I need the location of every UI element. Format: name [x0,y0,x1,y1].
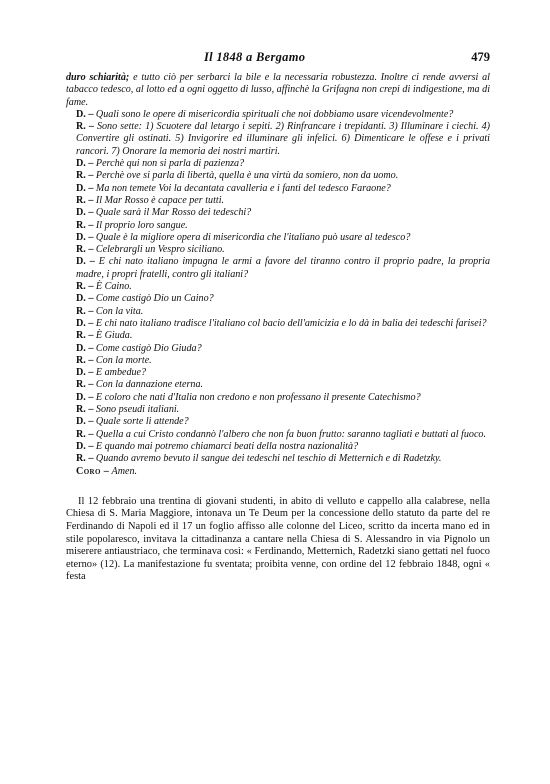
line-text: Quale sarà il Mar Rosso dei tedeschi? [93,207,252,219]
dialogue-lines [66,109,490,466]
line-text: Con la vita. [93,305,144,317]
dialogue-opening [66,72,490,109]
dialogue-line [66,318,490,330]
dialogue-line [66,343,490,355]
line-text: E chi nato italiano tradisce l'italiano col bacio dell'amicizia e lo dà in balia dei tedeschi farisei? [93,317,487,329]
speaker-label: R. – [76,379,94,391]
line-text: Perchè ove si parla di libertà, quella è una virtù da somiero, non da uomo. [93,170,399,182]
line-text: Come castigò Dio Giuda? [93,342,202,354]
dialogue-line [66,281,490,293]
speaker-label: D. – [76,158,94,170]
line-text: Sono pseudi italiani. [93,404,180,416]
dialogue-line [66,392,490,404]
line-text: Quale sorte li attende? [93,416,189,428]
speaker-label: D. – [76,256,95,268]
speaker-label: R. – [76,404,94,416]
page-number: 479 [471,50,490,64]
running-head [66,50,490,66]
line-text: È Caino. [93,281,132,293]
dialogue-line [66,367,490,379]
line-text: Quella a cui Cristo condannò l'albero che non fa buon frutto: saranno tagliati e buttati al fuoco. [93,428,487,440]
line-text: Come castigò Dio un Caino? [93,293,214,305]
speaker-label: D. – [76,108,94,120]
dialogue-line [66,109,490,121]
line-text: E coloro che nati d'Italia non credono e non professano il presente Catechismo? [93,391,421,403]
opening-lead: duro schiarità; [66,72,130,83]
speaker-label: R. – [76,170,94,182]
dialogue-line [66,453,490,465]
speaker-label: D. – [76,207,94,219]
speaker-label: R. – [76,330,94,342]
dialogue-line [66,170,490,182]
speaker-label: R. – [76,428,94,440]
dialogue-line [66,232,490,244]
speaker-label: R. – [76,121,94,133]
dialogue-line [66,306,490,318]
speaker-label: D. – [76,342,94,354]
dialogue-line [66,355,490,367]
dialogue-line [66,416,490,428]
line-text: E chi nato italiano impugna le armi a favore del tiranno contro il proprio padre, la propria madre, i propri fratelli, contro gli italiani? [76,256,490,280]
speaker-label: D. – [76,416,94,428]
chorus-text: Amen. [109,465,138,477]
line-text: È Giuda. [93,330,133,342]
dialogue-line [66,404,490,416]
speaker-label: D. – [76,182,94,194]
speaker-label: R. – [76,244,94,256]
speaker-label: R. – [76,219,94,231]
chorus-speaker: Coro – [76,465,110,477]
line-text: E quando mai potremo chiamarci beati della nostra nazionalità? [93,440,359,452]
dialogue-line [66,121,490,158]
dialogue-line [66,429,490,441]
catechism-dialogue [66,72,490,478]
dialogue-line [66,293,490,305]
line-text: Ma non temete Voi la decantata cavalleria e i fanti del tedesco Faraone? [93,182,391,194]
speaker-label: D. – [76,440,94,452]
line-text: Celebrargli un Vespro siciliano. [93,244,225,256]
line-text: Quale è la migliore opera di misericordia che l'italiano può usare al tedesco? [93,231,411,243]
speaker-label: R. – [76,305,94,317]
dialogue-line [66,441,490,453]
line-text: Il proprio loro sangue. [93,219,188,231]
line-text: E ambedue? [93,367,147,379]
dialogue-line [66,207,490,219]
speaker-label: D. – [76,367,94,379]
speaker-label: R. – [76,194,94,206]
dialogue-line [66,220,490,232]
line-text: Il Mar Rosso è capace per tutti. [93,194,225,206]
dialogue-line [66,379,490,391]
dialogue-line [66,183,490,195]
narrative-paragraph: Il 12 febbraio una trentina di giovani studenti, in abito di velluto e cappello alla calabrese, nella Chiesa di S. Maria Maggiore, intonava un Te Deum per la concessione dello statuto da parte del re Ferdinando di Napoli ed il 17 un foglio affisso alle colonne del Liceo, scritto da incerta mano ed in stile popolaresco, invitava la cittadinanza a cantare nella Chiesa di S. Alessandro in via Pignolo un miserere antiaustriaco, che terminava così: « Ferdinando, Metternich, Radetzki siano gettati nel fuoco eterno» (12). La manifestazione fu sventata; proibita venne, con ordine del 12 febbraio 1848, ogni « festa [66,495,490,583]
line-text: Quando avremo bevuto il sangue dei tedeschi nel teschio di Metternich e di Radetzky. [93,453,442,465]
speaker-label: D. – [76,317,94,329]
dialogue-line [66,195,490,207]
dialogue-line [66,244,490,256]
dialogue-line [66,256,490,281]
line-text: Sono sette: 1) Scuotere dal letargo i sepiti. 2) Rinfrancare i trepidanti. 3) Illuminare i ciechi. 4) Convertire gli ostinati. 5) Invigorire ed illuminare gli infelici. 6) Dimenticare le offese e i privati rancori. 7) Onorare la memoria dei nostri martiri. [76,121,490,157]
speaker-label: D. – [76,293,94,305]
running-title: Il 1848 a Bergamo [204,50,306,64]
chorus-line [66,466,490,478]
line-text: Con la dannazione eterna. [93,379,204,391]
speaker-label: R. – [76,453,94,465]
narrative-section [66,496,490,584]
page-content [66,72,490,584]
opening-text: e tutto ciò per serbarci la bile e la necessaria robustezza. Inoltre ci rende avversi al tabacco tedesco, al lotto ed a ogni oggetto di lusso, affinchè la Grifagna non crepi di indigestione, ma di fame. [66,72,490,108]
speaker-label: R. – [76,354,94,366]
speaker-label: D. – [76,391,94,403]
line-text: Quali sono le opere di misericordia spirituali che noi dobbiamo usare vicendevolmente? [93,108,454,120]
speaker-label: R. – [76,281,94,293]
dialogue-line [66,158,490,170]
line-text: Con la morte. [93,354,152,366]
line-text: Perchè qui non si parla di pazienza? [93,158,245,170]
speaker-label: D. – [76,231,94,243]
dialogue-line [66,330,490,342]
